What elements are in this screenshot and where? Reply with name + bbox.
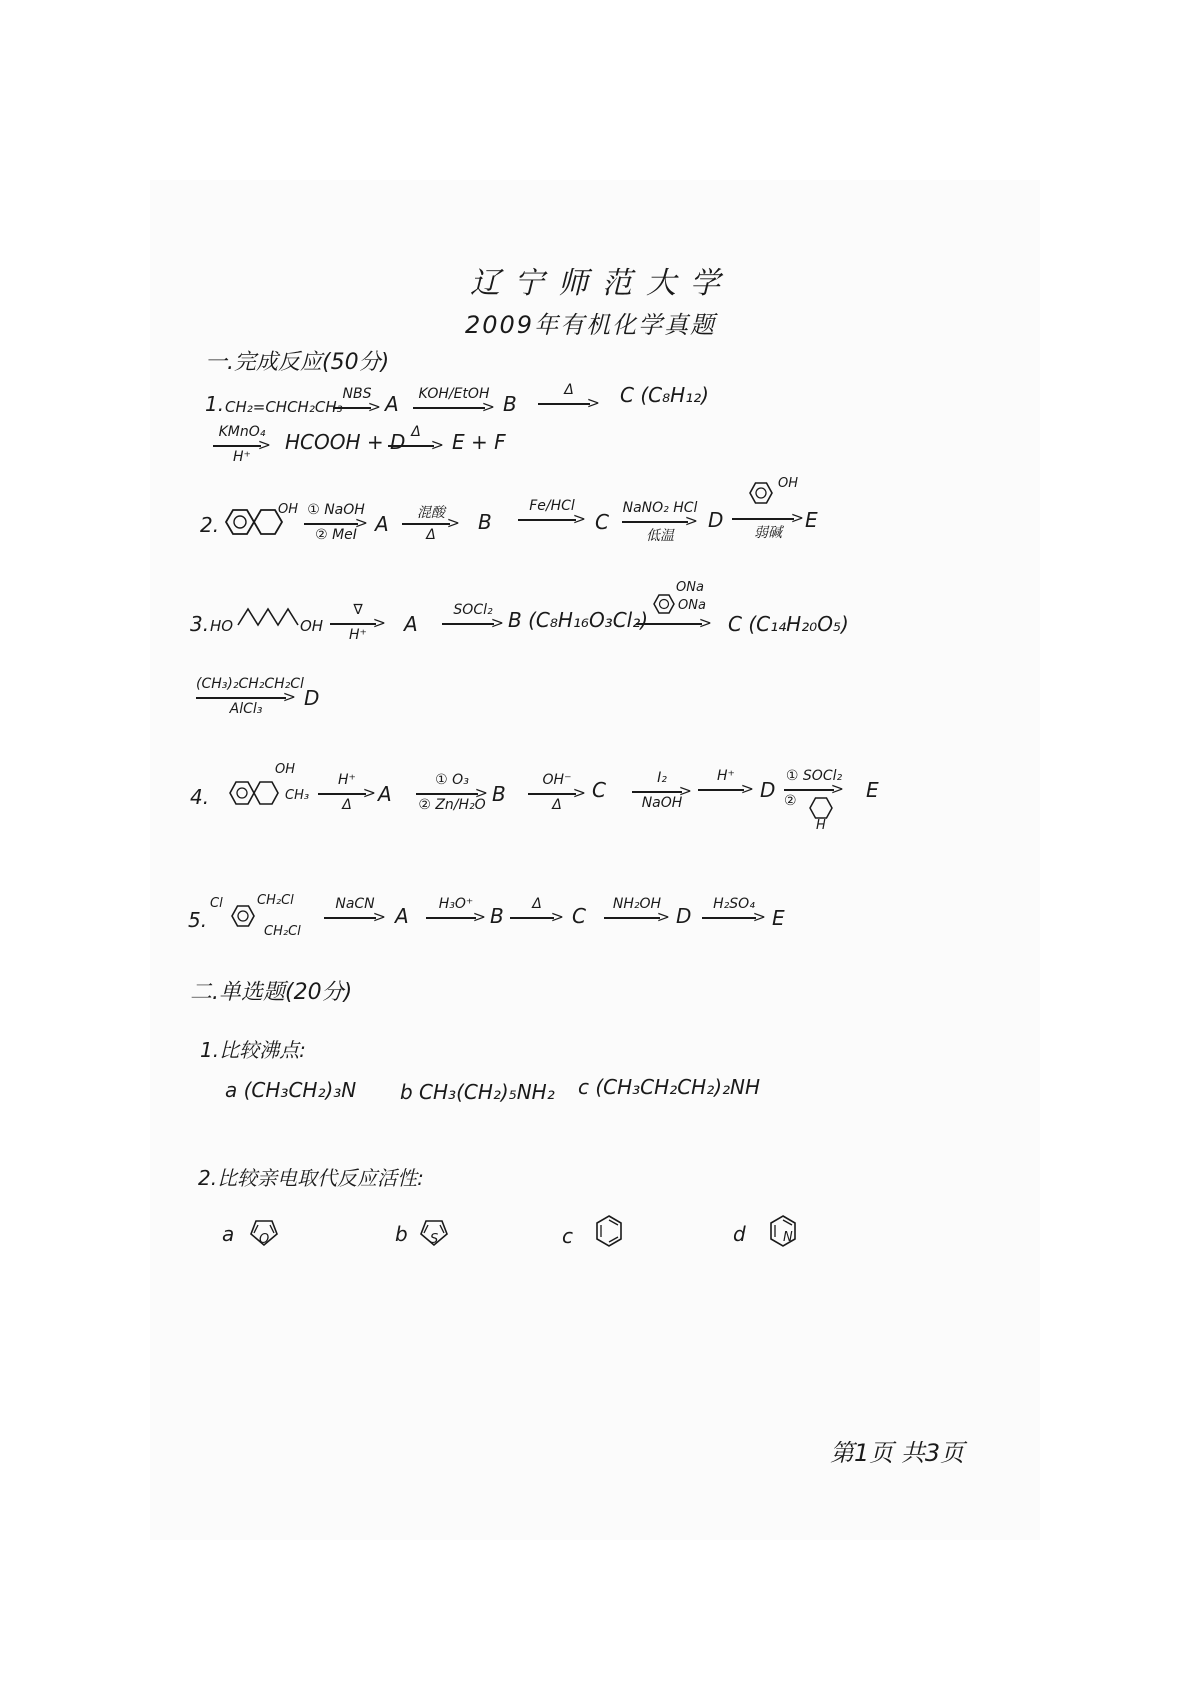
- q3-reagent-ona-1: ONa: [676, 580, 704, 595]
- q1-product-b: B: [503, 392, 517, 416]
- q1-start: CH₂=CHCH₂CH₃: [225, 398, 343, 416]
- q2-product-b: B: [478, 510, 492, 534]
- q2-reagent-3: Fe/HCl: [529, 498, 575, 514]
- q3-reagent-4-bottom: AlCl₃: [229, 701, 263, 717]
- q2-start-oh: OH: [278, 502, 299, 517]
- q3-reagent-2: SOCl₂: [453, 602, 493, 618]
- chlorobenzyl-ring: [230, 903, 256, 929]
- q5-arrow-1: > NaCN: [324, 902, 386, 932]
- q5-reagent-3: Δ: [532, 896, 542, 912]
- q2-reagent-1-bottom: ② MeI: [315, 527, 357, 543]
- q1-arrow-4: > KMnO₄ H⁺: [213, 430, 271, 460]
- q4-start-ch3: CH₃: [285, 788, 310, 803]
- section1-heading: 一.完成反应(50分): [205, 350, 390, 375]
- benzene-structure: [594, 1214, 624, 1248]
- q2-arrow-4: > NaNO₂ HCl 低温: [622, 500, 698, 544]
- q4-reagent-3-top: OH⁻: [542, 772, 572, 788]
- q2-arrow-1: > ① NaOH ② MeI: [304, 508, 368, 538]
- q1-product-ef: E + F: [452, 430, 506, 454]
- q4-arrow-4: > I₂ NaOH: [632, 776, 692, 806]
- q4-arrow-6: > ① SOCl₂ ②: [784, 768, 844, 809]
- piperidine-structure: [808, 796, 834, 820]
- s2-q2-option-a-label: a: [222, 1222, 235, 1246]
- q4-arrow-1: > H⁺ Δ: [318, 778, 376, 808]
- q4-product-c: C: [592, 778, 606, 802]
- q3-start-ho: HO: [210, 617, 234, 635]
- q5-arrow-2: > H₃O⁺: [426, 902, 486, 932]
- q4-reagent-6-bottom: ②: [784, 793, 797, 809]
- q4-reagent-4-top: I₂: [657, 770, 667, 786]
- q4-reagent-4-bottom: NaOH: [641, 795, 683, 811]
- q1-reagent-1: NBS: [342, 386, 372, 402]
- q2-reagent-4-bottom: 低温: [646, 528, 674, 544]
- q1-product-d: HCOOH + D: [285, 430, 406, 454]
- q4-start-oh: OH: [275, 762, 296, 777]
- q3-start-oh: OH: [300, 617, 324, 635]
- s2-q2-option-c-label: c: [562, 1224, 573, 1248]
- s2-q2-option-d-label: d: [733, 1222, 746, 1246]
- q2-arrow-3: > Fe/HCl: [518, 504, 586, 534]
- s2-q1-option-a: a (CH₃CH₂)₃N: [225, 1078, 357, 1102]
- q2-reagent-5-bottom: 弱碱: [754, 525, 782, 541]
- q2-arrow-5: > 弱碱: [732, 503, 804, 533]
- q5-product-e: E: [772, 906, 785, 930]
- q5-reagent-4: NH₂OH: [612, 896, 662, 912]
- q1-arrow-2: > KOH/EtOH: [413, 392, 495, 422]
- q1-product-a: A: [385, 392, 399, 416]
- q5-reagent-1: NaCN: [335, 896, 375, 912]
- q4-reagent-6-top: ① SOCl₂: [785, 768, 843, 784]
- q2-reagent-2-top: 混酸: [417, 505, 445, 521]
- q2-reagent-1-top: ① NaOH: [307, 502, 365, 518]
- q4-product-a: A: [378, 782, 392, 806]
- q1-arrow-3: > Δ: [538, 388, 600, 418]
- q2-phenol-oh: OH: [778, 476, 799, 491]
- q4-arrow-2: > ① O₃ ② Zn/H₂O: [416, 778, 488, 808]
- thiophene-s-atom: S: [430, 1232, 439, 1247]
- q5-arrow-5: > H₂SO₄: [702, 902, 766, 932]
- q3-product-a: A: [404, 612, 418, 636]
- q1-number: 1.: [205, 392, 225, 416]
- q3-product-d: D: [304, 686, 320, 710]
- page-indicator: 第1页 共3页: [830, 1439, 965, 1467]
- q1-product-c: C (C₈H₁₂): [620, 383, 709, 407]
- q4-reagent-3-bottom: Δ: [552, 797, 562, 813]
- q4-product-e: E: [866, 778, 879, 802]
- q2-product-d: D: [708, 508, 724, 532]
- q4-product-b: B: [492, 782, 506, 806]
- q4-number: 4.: [190, 785, 210, 809]
- q1-reagent-3: Δ: [564, 382, 574, 398]
- q3-arrow-3: >: [636, 608, 712, 638]
- q4-arrow-3: > OH⁻ Δ: [528, 778, 586, 808]
- section2-heading: 二.单选题(20分): [190, 980, 353, 1005]
- q4-arrow-5: > H⁺: [698, 774, 754, 804]
- q5-start-ch2cl-2: CH₂Cl: [264, 924, 301, 939]
- q4-reagent-5: H⁺: [717, 768, 735, 784]
- furan-o-atom: O: [259, 1232, 270, 1247]
- s2-q1-text: 1.比较沸点:: [200, 1038, 306, 1062]
- q3-product-c: C (C₁₄H₂₀O₅): [728, 612, 849, 636]
- q2-product-e: E: [805, 508, 818, 532]
- s2-q1-option-c: c (CH₃CH₂CH₂)₂NH: [578, 1075, 761, 1099]
- q4-reagent-1-bottom: Δ: [342, 797, 352, 813]
- q4-piperidine-h: H: [816, 818, 826, 833]
- s2-q1-option-b: b CH₃(CH₂)₅NH₂: [400, 1080, 555, 1104]
- q4-product-d: D: [760, 778, 776, 802]
- q5-start-cl: Cl: [210, 896, 223, 911]
- q3-number: 3.: [190, 612, 210, 636]
- q1-reagent-4-top: KMnO₄: [218, 424, 266, 440]
- q1-arrow-5: > Δ: [388, 430, 444, 460]
- q5-arrow-3: > Δ: [510, 902, 564, 932]
- pyridine-n-atom: N: [783, 1230, 793, 1245]
- q3-arrow-1: > ∇ H⁺: [330, 608, 386, 638]
- s2-q2-option-b-label: b: [395, 1222, 408, 1246]
- q1-reagent-4-bottom: H⁺: [233, 449, 251, 465]
- q2-product-a: A: [375, 512, 389, 536]
- q2-number: 2.: [200, 513, 220, 537]
- q5-product-b: B: [490, 904, 504, 928]
- q4-reagent-2-top: ① O₃: [435, 772, 469, 788]
- q2-reagent-4-top: NaNO₂ HCl: [622, 500, 698, 516]
- q2-arrow-2: > 混酸 Δ: [402, 508, 460, 538]
- q4-reagent-2-bottom: ② Zn/H₂O: [418, 797, 486, 813]
- q3-reagent-ona-2: ONa: [678, 598, 706, 613]
- q3-reagent-4-top: (CH₃)₂CH₂CH₂Cl: [196, 676, 304, 692]
- naphthol-structure: [222, 505, 282, 539]
- q3-reagent-1-top: ∇: [353, 602, 363, 618]
- q1-arrow-1: > NBS: [333, 392, 381, 422]
- q5-arrow-4: > NH₂OH: [604, 902, 670, 932]
- q3-product-b: B (C₈H₁₆O₃Cl₂): [508, 608, 649, 632]
- q5-reagent-5: H₂SO₄: [713, 896, 755, 912]
- s2-q2-text: 2.比较亲电取代反应活性:: [198, 1166, 424, 1190]
- q5-number: 5.: [188, 908, 208, 932]
- diethylene-glycol-chain: [238, 605, 298, 629]
- q5-product-a: A: [395, 904, 409, 928]
- q3-reagent-1-bottom: H⁺: [349, 627, 367, 643]
- q5-start-ch2cl-1: CH₂Cl: [257, 893, 294, 908]
- university-title: 辽宁师范大学: [470, 266, 734, 301]
- q2-reagent-2-bottom: Δ: [426, 527, 436, 543]
- exam-title: 2009年有机化学真题: [465, 311, 717, 339]
- q1-reagent-2: KOH/EtOH: [418, 386, 490, 402]
- q4-reagent-1-top: H⁺: [338, 772, 356, 788]
- q2-product-c: C: [595, 510, 609, 534]
- q3-arrow-2: > SOCl₂: [442, 608, 504, 638]
- q5-reagent-2: H₃O⁺: [438, 896, 474, 912]
- q5-product-c: C: [572, 904, 586, 928]
- q5-product-d: D: [676, 904, 692, 928]
- tetralin-structure: [228, 778, 282, 808]
- q1-reagent-5: Δ: [411, 424, 421, 440]
- q3-arrow-4: > (CH₃)₂CH₂CH₂Cl AlCl₃: [196, 676, 304, 717]
